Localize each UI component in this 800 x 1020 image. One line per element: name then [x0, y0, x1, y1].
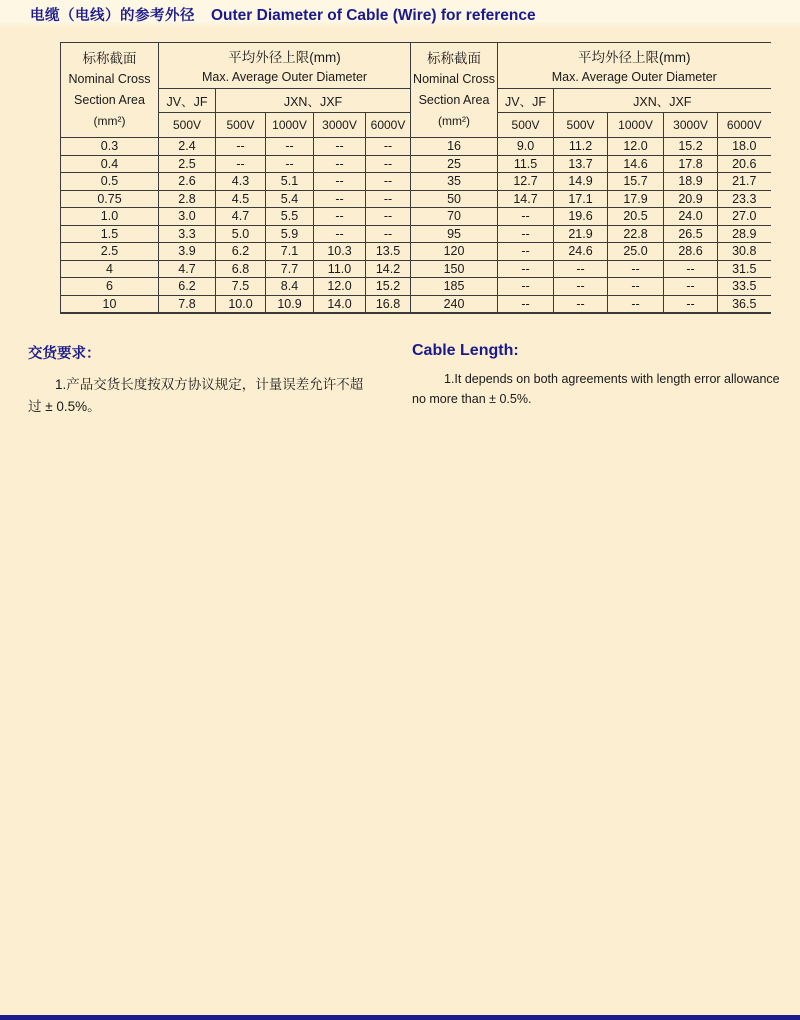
nominal-header-left: [61, 43, 159, 138]
voltage-header-cell: 1000V: [608, 113, 664, 138]
table-cell: 15.2: [366, 278, 411, 296]
table-row: [61, 155, 771, 173]
table-cell: --: [314, 225, 366, 243]
table-row: [61, 243, 771, 261]
table-cell: 6.8: [216, 260, 266, 278]
table-cell: 21.7: [718, 173, 771, 191]
table-row: [61, 208, 771, 226]
notes-en-line: no more than ± 0.5%.: [412, 392, 532, 406]
table-cell: 15.7: [608, 173, 664, 191]
table-cell: --: [216, 155, 266, 173]
group-header-jv-jf: JV、JF: [159, 89, 216, 113]
table-cell: 2.6: [159, 173, 216, 191]
table-cell: --: [608, 295, 664, 313]
nominal-header-zh: 标称截面: [427, 51, 482, 66]
table-cell: --: [554, 260, 608, 278]
table-row: [61, 278, 771, 296]
table-cell: --: [266, 155, 314, 173]
table-cell: 24.0: [664, 208, 718, 226]
voltage-header-cell: 500V: [216, 113, 266, 138]
table-cell: 0.5: [61, 173, 159, 191]
table-cell: 13.7: [554, 155, 608, 173]
diameter-header-right: [498, 43, 771, 89]
diameter-header-en: Max. Average Outer Diameter: [551, 70, 717, 84]
table-cell: 7.7: [266, 260, 314, 278]
table-cell: --: [498, 225, 554, 243]
table-cell: 7.5: [216, 278, 266, 296]
table-cell: 17.9: [608, 190, 664, 208]
table-cell: 11.2: [554, 138, 608, 156]
table-cell: 0.4: [61, 155, 159, 173]
nominal-header-en2: Section Area: [74, 93, 145, 107]
table-cell: 2.4: [159, 138, 216, 156]
nominal-header-zh: 标称截面: [82, 51, 137, 66]
table-cell: 5.1: [266, 173, 314, 191]
table-cell: 6.2: [216, 243, 266, 261]
table-cell: --: [498, 295, 554, 313]
group-header-jv-jf: JV、JF: [498, 89, 554, 113]
table-cell: 0.3: [61, 138, 159, 156]
table-row: [61, 173, 771, 191]
table-cell: 20.6: [718, 155, 771, 173]
voltage-header-cell: 500V: [159, 113, 216, 138]
table-cell: 19.6: [554, 208, 608, 226]
table-cell: --: [498, 278, 554, 296]
table-cell: 3.9: [159, 243, 216, 261]
voltage-header-cell: 500V: [498, 113, 554, 138]
notes-en-line: 1.It depends on both agreements with length error allowance: [444, 372, 780, 386]
table-cell: 17.1: [554, 190, 608, 208]
table-cell: 3.0: [159, 208, 216, 226]
table-row: [61, 190, 771, 208]
table-cell: --: [314, 138, 366, 156]
table-cell: 2.5: [159, 155, 216, 173]
notes-en-heading: Cable Length:: [412, 342, 519, 359]
table-cell: --: [314, 173, 366, 191]
table-cell: 25: [411, 155, 498, 173]
page-title-zh: 电缆（电线）的参考外径: [30, 8, 195, 24]
table-cell: 6.2: [159, 278, 216, 296]
nominal-header-en2: Section Area: [418, 93, 490, 107]
table-cell: 10: [61, 295, 159, 313]
table-cell: --: [266, 138, 314, 156]
group-header-jxn-jxf: JXN、JXF: [216, 89, 411, 113]
page-title-en: Outer Diameter of Cable (Wire) for reference: [211, 7, 536, 24]
table-cell: 8.4: [266, 278, 314, 296]
table-cell: 0.75: [61, 190, 159, 208]
table-cell: 14.6: [608, 155, 664, 173]
table-cell: 3.3: [159, 225, 216, 243]
nominal-header-en1: Nominal Cross: [68, 72, 151, 86]
table-cell: --: [554, 295, 608, 313]
table-cell: 28.9: [718, 225, 771, 243]
table-cell: 24.6: [554, 243, 608, 261]
table-cell: --: [366, 155, 411, 173]
table-cell: 12.0: [314, 278, 366, 296]
table-cell: 23.3: [718, 190, 771, 208]
table-cell: 35: [411, 173, 498, 191]
diameter-header-en: Max. Average Outer Diameter: [201, 70, 368, 84]
table-cell: 6: [61, 278, 159, 296]
nominal-header-unit: (mm²): [438, 114, 471, 128]
table-cell: 2.8: [159, 190, 216, 208]
table-cell: 18.0: [718, 138, 771, 156]
footer-rule: [0, 1015, 800, 1020]
table-cell: 5.0: [216, 225, 266, 243]
table-cell: 12.7: [498, 173, 554, 191]
table-cell: --: [366, 225, 411, 243]
voltage-header-cell: 500V: [554, 113, 608, 138]
table-cell: 12.0: [608, 138, 664, 156]
table-cell: 7.8: [159, 295, 216, 313]
table-row: [61, 260, 771, 278]
table-cell: 70: [411, 208, 498, 226]
table-cell: 11.0: [314, 260, 366, 278]
table-cell: 11.5: [498, 155, 554, 173]
table-cell: 1.0: [61, 208, 159, 226]
page-title: [30, 4, 536, 25]
table-cell: 31.5: [718, 260, 771, 278]
table-row: [61, 225, 771, 243]
table-cell: --: [608, 260, 664, 278]
table-cell: 15.2: [664, 138, 718, 156]
table-cell: 20.9: [664, 190, 718, 208]
table-cell: 50: [411, 190, 498, 208]
table-cell: 30.8: [718, 243, 771, 261]
table-cell: 7.1: [266, 243, 314, 261]
voltage-header-cell: 3000V: [664, 113, 718, 138]
table-cell: 25.0: [608, 243, 664, 261]
spec-table: [60, 42, 771, 314]
table-cell: 95: [411, 225, 498, 243]
nominal-header-unit: (mm²): [93, 114, 126, 128]
table-cell: 9.0: [498, 138, 554, 156]
table-cell: 36.5: [718, 295, 771, 313]
table-cell: 17.8: [664, 155, 718, 173]
voltage-header-cell: 3000V: [314, 113, 366, 138]
table-cell: 4.5: [216, 190, 266, 208]
notes-zh-line: 1.产品交货长度按双方协议规定，计量误差允许不超: [55, 377, 364, 392]
table-cell: 14.0: [314, 295, 366, 313]
table-cell: --: [498, 208, 554, 226]
table-cell: 20.5: [608, 208, 664, 226]
table-cell: 4.3: [216, 173, 266, 191]
table-cell: --: [314, 155, 366, 173]
table-cell: 2.5: [61, 243, 159, 261]
voltage-header-cell: 1000V: [266, 113, 314, 138]
table-cell: 16: [411, 138, 498, 156]
table-cell: 13.5: [366, 243, 411, 261]
nominal-header-en1: Nominal Cross: [413, 72, 496, 86]
diameter-header-zh: 平均外径上限(mm): [578, 50, 691, 65]
table-cell: --: [608, 278, 664, 296]
table-cell: 14.9: [554, 173, 608, 191]
table-cell: --: [366, 138, 411, 156]
table-cell: 33.5: [718, 278, 771, 296]
cable-length-notes-en: [412, 342, 794, 409]
delivery-notes-zh: [28, 342, 400, 417]
table-cell: 150: [411, 260, 498, 278]
table-cell: --: [216, 138, 266, 156]
table-cell: 10.9: [266, 295, 314, 313]
voltage-header-cell: 6000V: [718, 113, 771, 138]
diameter-header-left: [159, 43, 411, 89]
table-cell: 22.8: [608, 225, 664, 243]
table-cell: 27.0: [718, 208, 771, 226]
table-cell: --: [664, 260, 718, 278]
table-cell: --: [498, 260, 554, 278]
table-cell: --: [664, 295, 718, 313]
table-cell: 10.3: [314, 243, 366, 261]
table-cell: --: [366, 190, 411, 208]
table-cell: 18.9: [664, 173, 718, 191]
table-cell: 16.8: [366, 295, 411, 313]
table-cell: 4.7: [159, 260, 216, 278]
notes-zh-line: 过 ± 0.5%。: [28, 398, 101, 414]
table-body: [61, 138, 771, 313]
table-cell: 5.9: [266, 225, 314, 243]
table-cell: 10.0: [216, 295, 266, 313]
voltage-header-cell: 6000V: [366, 113, 411, 138]
table-cell: 4: [61, 260, 159, 278]
table-cell: --: [366, 208, 411, 226]
table-row: [61, 295, 771, 313]
table-cell: 240: [411, 295, 498, 313]
table-cell: --: [554, 278, 608, 296]
nominal-header-right: [411, 43, 498, 138]
table-cell: --: [498, 243, 554, 261]
table-cell: 5.4: [266, 190, 314, 208]
table-cell: 5.5: [266, 208, 314, 226]
diameter-header-zh: 平均外径上限(mm): [228, 50, 341, 65]
table-cell: 26.5: [664, 225, 718, 243]
table-cell: 185: [411, 278, 498, 296]
table-cell: 1.5: [61, 225, 159, 243]
table-cell: 14.2: [366, 260, 411, 278]
table-cell: --: [664, 278, 718, 296]
table-cell: 120: [411, 243, 498, 261]
table-cell: --: [314, 190, 366, 208]
table-cell: 4.7: [216, 208, 266, 226]
table-cell: --: [314, 208, 366, 226]
table-cell: 21.9: [554, 225, 608, 243]
table-cell: --: [366, 173, 411, 191]
table-cell: 14.7: [498, 190, 554, 208]
table-cell: 28.6: [664, 243, 718, 261]
group-header-jxn-jxf: JXN、JXF: [554, 89, 771, 113]
table-row: [61, 138, 771, 156]
notes-zh-heading: 交货要求：: [28, 346, 101, 362]
